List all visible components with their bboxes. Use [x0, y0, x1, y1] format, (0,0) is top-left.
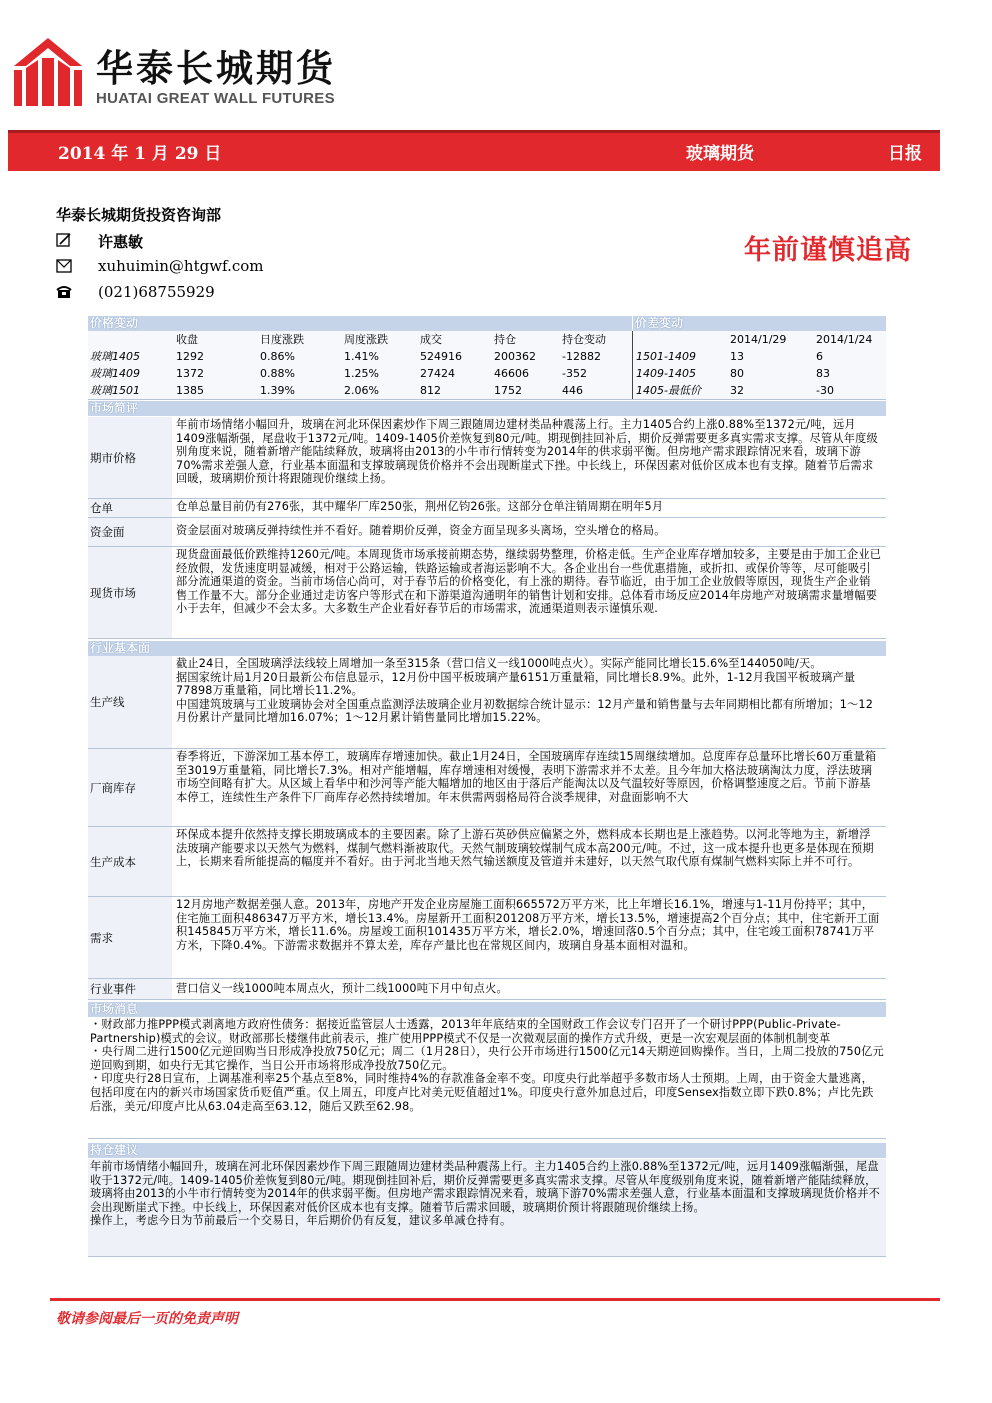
col-oi-change: 持仓变动 [562, 333, 606, 346]
disclaimer-link[interactable]: 敬请参阅最后一页的免责声明 [56, 1311, 238, 1327]
label-production-line: 生产线 [88, 656, 172, 749]
label-capital: 资金面 [88, 518, 172, 547]
text-demand: 12月房地产数据差强人意。2013年，房地产开发企业房屋施工面积665572万平方米，比上年增长16.1%，增速与1-11月份持平；其中，住宅施工面积486347万平方米，增长13.4%。房屋新开工面积201208万平方米，增长13.5%，增速提高2个百分点；其中，住宅新开工面积145845万平方米，增长11.6%。房屋竣工面积101435万平方米，增长2.0%，增速回落0.5个百分点；其中，住宅竣工面积78741万平方米，下降0.4%。下游需求数据并不算太差，库存产量比也在常规区间内，玻璃自身基本面相对温和。 [172, 897, 886, 979]
market-review-title: 市场简评 [90, 401, 139, 415]
label-inventory: 厂商库存 [88, 749, 172, 827]
market-news-title: 市场消息 [90, 1002, 139, 1016]
market-review-header [88, 401, 886, 416]
position-advice-title: 持仓建议 [90, 1143, 139, 1157]
label-demand: 需求 [88, 897, 172, 979]
title-bar-shade [8, 130, 940, 133]
text-inventory: 春季将近，下游深加工基本停工，玻璃库存增速加快。截止1月24日，全国玻璃库存连续15周继续增加。总度库存总量环比增长60万重量箱至3019万重量箱，同比增长7.3%。相对产能增幅，库存增速相对缓慢，表明下游需求并不太差。且今年加大格法玻璃淘汰力度，浮法玻璃市场空间略有扩大。从区域上看华中和沙河等产能大幅增加的地区由于落后产能淘汰以及气温较好等原因，价格调整速度之后。节前下游基本停工，连续性生产条件下厂商库存必然持续增加。年末供需两弱格局符合淡季规律，对盘面影响不大 [172, 749, 886, 827]
row-close: 1292 [176, 350, 204, 363]
col-volume: 成交 [420, 333, 442, 346]
market-news-header [88, 1002, 886, 1017]
row-oi-change: -352 [562, 367, 587, 380]
report-date: 2014 年 1 月 29 日 [58, 144, 222, 164]
spread-change-header [632, 316, 889, 331]
row-day: 0.88% [260, 367, 295, 380]
label-warehouse-receipt: 仓单 [88, 499, 172, 518]
row-oi-change: 446 [562, 384, 583, 397]
fundamentals-title: 行业基本面 [90, 641, 151, 655]
row-week: 1.41% [344, 350, 379, 363]
row-week: 2.06% [344, 384, 379, 397]
envelope-icon [56, 259, 72, 277]
text-capital: 资金层面对玻璃反弹持续性并不看好。随着期价反弹，资金方面呈现多头离场，空头增仓的格局。 [172, 518, 886, 547]
pen-icon [56, 232, 72, 252]
row-volume: 27424 [420, 367, 455, 380]
department: 华泰长城期货投资咨询部 [56, 206, 222, 224]
report-type: 日报 [888, 144, 922, 164]
row-oi-change: -12882 [562, 350, 601, 363]
row-volume: 524916 [420, 350, 462, 363]
col-week-change: 周度涨跌 [344, 333, 388, 346]
row-volume: 812 [420, 384, 441, 397]
row-day: 0.86% [260, 350, 295, 363]
report-category: 玻璃期货 [686, 144, 754, 164]
row-name: 玻璃1501 [90, 384, 140, 397]
col-close: 收盘 [176, 333, 198, 346]
spread-name: 1501-1409 [636, 350, 696, 363]
spread-name: 1405-最低价 [636, 384, 701, 397]
phone-icon [56, 285, 72, 303]
row-oi: 1752 [494, 384, 522, 397]
spread-v1: 80 [730, 367, 744, 380]
text-futures-price: 年前市场情绪小幅回升，玻璃在河北环保因素炒作下周三跟随周边建材类品种震荡上行。主力1405合约上涨0.88%至1372元/吨，远月1409涨幅渐强，尾盘收于1372元/吨。1409-1405价差恢复到80元/吨。期现倒挂回补后，期价反弹需要更多真实需求支撑。尽管从年度级别角度来说，随着新增产能陆续释放，玻璃将由2013的小牛市行情转变为2014年的供求弱平衡。但房地产需求跟踪情况来看，玻璃下游70%需求差强人意，行业基本面温和支撑玻璃现货价格并不会出现断崖式下挫。中长线上，环保因素对低价区成本也有支撑。随着节后需求回暖，玻璃期价预计将跟随现价继续上扬。 [172, 417, 886, 499]
spread-v1: 32 [730, 384, 744, 397]
col-open-interest: 持仓 [494, 333, 516, 346]
brand-name-cn: 华泰长城期货 [96, 47, 336, 90]
row-day: 1.39% [260, 384, 295, 397]
col-day-change: 日度涨跌 [260, 333, 304, 346]
label-futures-price: 期市价格 [88, 417, 172, 499]
row-close: 1385 [176, 384, 204, 397]
phone: (021)68755929 [98, 283, 215, 301]
price-table-divider [632, 331, 633, 399]
company-logo [14, 38, 82, 106]
label-industry-event: 行业事件 [88, 979, 172, 1000]
position-advice-header [88, 1143, 886, 1158]
position-advice-text: 年前市场情绪小幅回升，玻璃在河北环保因素炒作下周三跟随周边建材类品种震荡上行。主力1405合约上涨0.88%至1372元/吨，远月1409涨幅渐强，尾盘收于1372元/吨。1409-1405价差恢复到80元/吨。期现倒挂回补后，期价反弹需要更多真实需求支撑。尽管从年度级别角度来说，随着新增产能陆续释放，玻璃将由2013的小牛市行情转变为2014年的供求弱平衡。但房地产需求跟踪情况来看，玻璃下游70%需求差强人意，行业基本面温和支撑玻璃现货价格并不会出现断崖式下挫。中长线上，环保因素对低价区成本也有支撑。随着节后需求回暖，玻璃期价预计将跟随现价继续上扬。 操作上，考虑今日为节前最后一个交易日，年后期价仍有反复，建议多单减仓持有。 [88, 1159, 886, 1257]
analyst-name: 许惠敏 [98, 233, 144, 251]
col-spread-date1: 2014/1/29 [730, 333, 787, 346]
label-production-cost: 生产成本 [88, 827, 172, 897]
text-production-line: 截止24日，全国玻璃浮法线较上周增加一条至315条（营口信义一线1000吨点火）。实际产能同比增长15.6%至144050吨/天。 据国家统计局1月20日最新公布信息显示，12月份中国平板玻璃产量6151万重量箱，同比增长8.9%。此外，1-12月我国平板玻璃产量77898万重量箱，同比增长11.2%。 中国建筑玻璃与工业玻璃协会对全国重点监测浮法玻璃企业月初数据综合统计显示：12月产量和销售量与去年同期相比都有所增加；1～12月份累计产量同比增加16.07%；1～12月累计销售量同比增加15.22%。 [172, 656, 886, 749]
text-production-cost: 环保成本提升依然持支撑长期玻璃成本的主要因素。除了上游石英砂供应偏紧之外，燃料成本长期也是上涨趋势。以河北等地为主，新增浮法玻璃产能要求以天然气为燃料，煤制气燃料渐被取代。天然气制玻璃较煤制气成本高200元/吨。不过，这一成本提升也更多是体现在预期上，长期来看所能提高的幅度并不看好。由于河北当地天然气输送额度及管道并未建好，以天然气取代原有煤制气燃料实际上并不可行。 [172, 827, 886, 897]
text-warehouse-receipt: 仓单总量目前仍有276张，其中耀华厂库250张，荆州亿钧26张。这部分仓单注销周期在明年5月 [172, 499, 886, 518]
spread-v2: 83 [816, 367, 830, 380]
label-spot-market: 现货市场 [88, 547, 172, 639]
spread-change-title: 价差变动 [635, 316, 684, 330]
spread-v2: -30 [816, 384, 834, 397]
col-spread-date2: 2014/1/24 [816, 333, 873, 346]
row-oi: 46606 [494, 367, 529, 380]
spread-name: 1409-1405 [636, 367, 696, 380]
headline: 年前谨慎追高 [744, 235, 912, 266]
text-industry-event: 营口信义一线1000吨本周点火，预计二线1000吨下月中旬点火。 [172, 979, 886, 1000]
spread-v2: 6 [816, 350, 823, 363]
footer-divider [50, 1298, 940, 1301]
email[interactable]: xuhuimin@htgwf.com [98, 257, 264, 275]
brand-name-en: HUATAI GREAT WALL FUTURES [96, 90, 335, 107]
text-spot-market: 现货盘面最低价跌维持1260元/吨。本周现货市场承接前期态势，继续弱势整理，价格走低。生产企业库存增加较多，主要是由于加工企业已经放假，发货速度明显减缓，相对于公路运输，铁路运输或者海运影响不大。各企业出台一些优惠措施，或折扣、或保价等等，尽可能吸引部分流通渠道的资金。当前市场信心尚可，对于春节后的价格变化，有上涨的期待。春节临近，由于加工企业放假等原因，现货生产企业销售工作量不大。部分企业通过走访客户等形式在和下游渠道沟通明年的销售计划和安排。总体看市场反应2014年房地产对玻璃需求量增幅要小于去年，但减少不会太多。大多数生产企业看好春节后的市场需求，流通渠道则表示谨慎乐观. [172, 547, 886, 639]
row-oi: 200362 [494, 350, 536, 363]
spread-v1: 13 [730, 350, 744, 363]
market-news-text: ・财政部力推PPP模式剥离地方政府性债务：据接近监管层人士透露，2013年年底结束的全国财政工作会议专门召开了一个研讨PPP(Public-Private-Partnership)模式的会议。财政部那长楼继伟此前表示，推广使用PPP模式不仅是一次微观层面的操作方式升级，更是一次宏观层面的体制机制变革 ・央行周二进行1500亿元逆回购当日形成净投放750亿元；周二（1月28日），央行公开市场进行1500亿元14天期逆回购操作。当日，上周二投放的750亿元逆回购到期，如央行无其它操作，当日公开市场将形成净投放750亿元。 ・印度央行28日宣布，上调基准利率25个基点至8%，同时维持4%的存款准备金率不变。印度央行此举超乎多数市场人士预期。上周，由于资金大量逃离，包括印度在内的新兴市场国家货币贬值严重。仅上周五，印度卢比对美元贬值超过1%。印度央行意外加息过后，印度Sensex指数立即下跌0.8%；卢比先跌后涨，美元/印度卢比从63.04走高至63.12，随后又跌至62.98。 [88, 1017, 886, 1139]
row-name: 玻璃1409 [90, 367, 140, 380]
fundamentals-header [88, 641, 886, 656]
row-close: 1372 [176, 367, 204, 380]
price-change-title: 价格变动 [90, 316, 139, 330]
row-name: 玻璃1405 [90, 350, 140, 363]
row-week: 1.25% [344, 367, 379, 380]
